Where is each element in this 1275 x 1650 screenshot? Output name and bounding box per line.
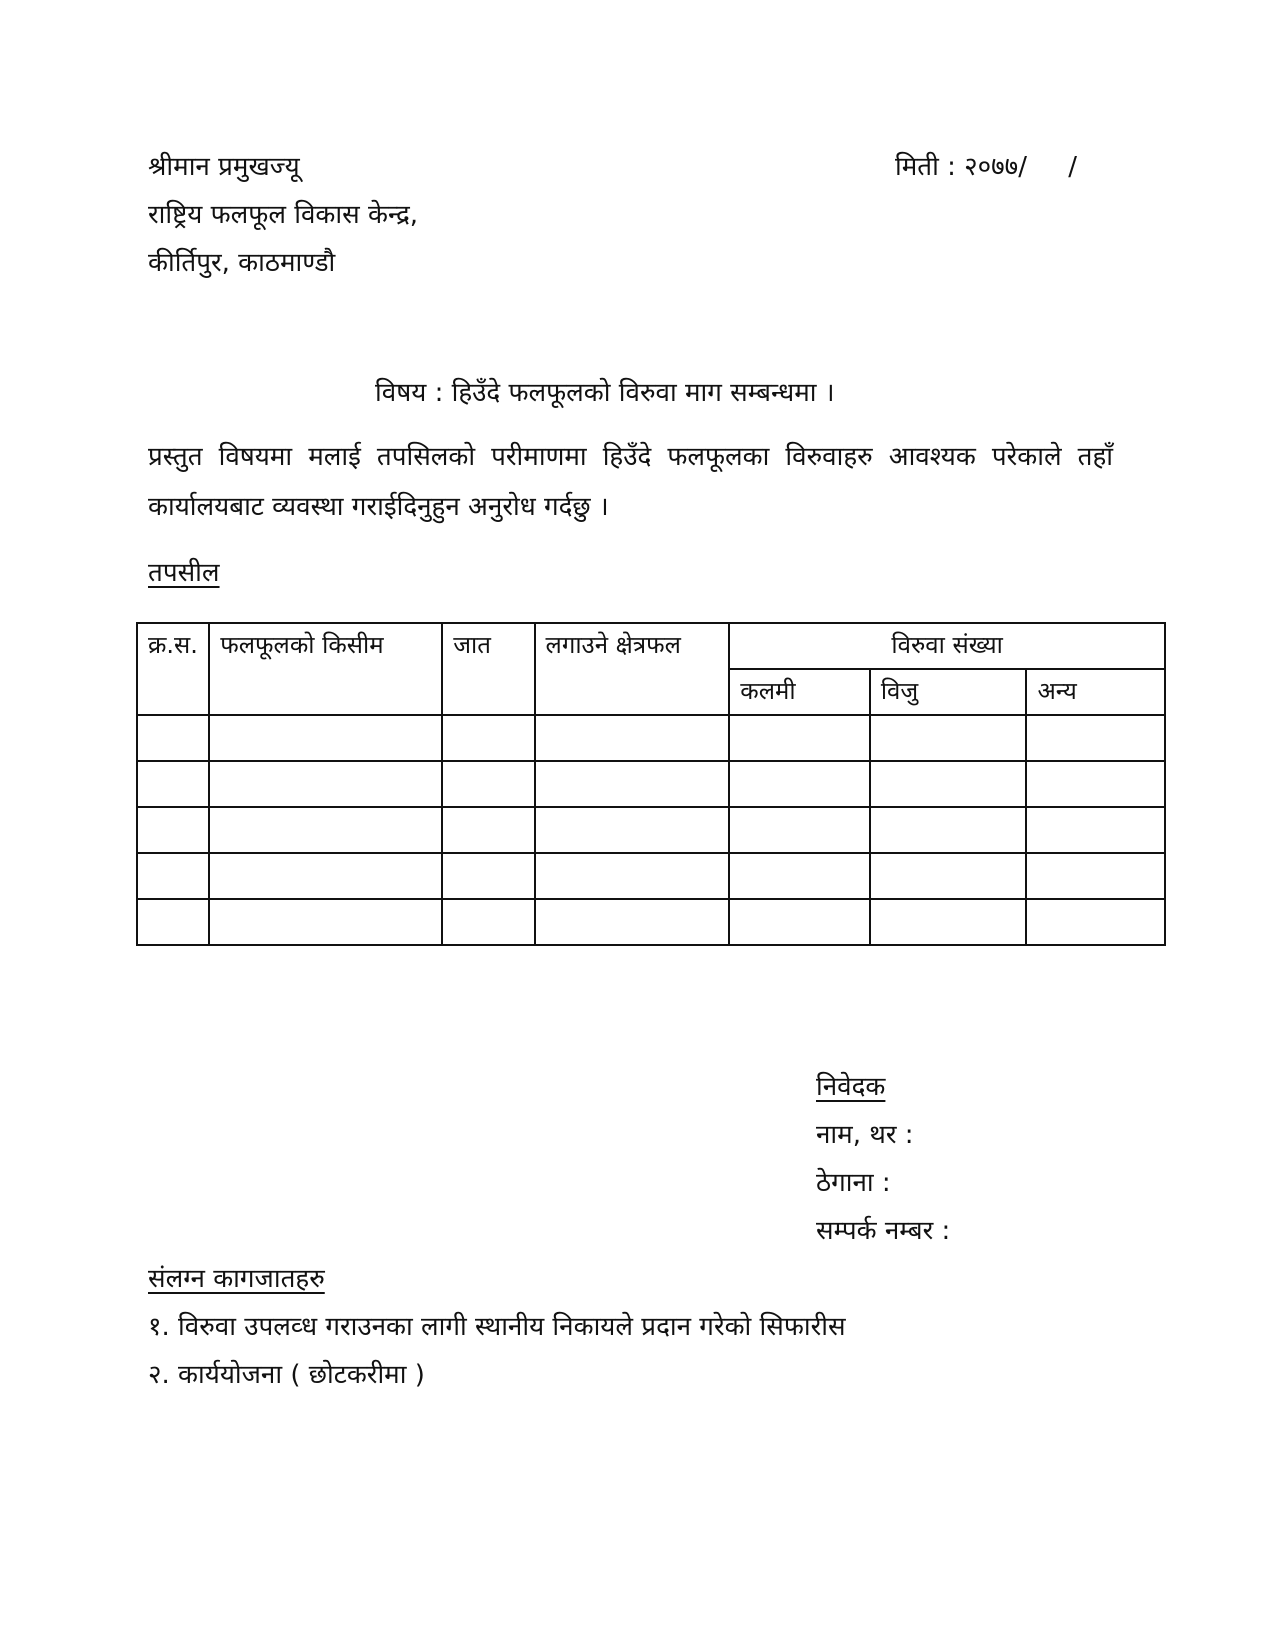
header-variety: जात <box>442 623 534 715</box>
table-cell[interactable] <box>729 807 870 853</box>
table-row <box>137 715 1165 761</box>
table-row <box>137 761 1165 807</box>
table-cell[interactable] <box>729 761 870 807</box>
table-cell[interactable] <box>1026 853 1165 899</box>
table-cell[interactable] <box>442 899 534 945</box>
applicant-name-field: नाम, थर : <box>816 1120 914 1150</box>
header-planting-area: लगाउने क्षेत्रफल <box>535 623 730 715</box>
table-cell[interactable] <box>1026 715 1165 761</box>
table-cell[interactable] <box>209 899 442 945</box>
attachment-item-1: १. विरुवा उपलव्ध गराउनका लागी स्थानीय निकायले प्रदान गरेको सिफारीस <box>148 1312 846 1342</box>
table-cell[interactable] <box>535 761 730 807</box>
table-cell[interactable] <box>137 899 209 945</box>
table-cell[interactable] <box>729 853 870 899</box>
header-serial-number: क्र.स. <box>137 623 209 715</box>
table-cell[interactable] <box>729 899 870 945</box>
table-cell[interactable] <box>870 899 1027 945</box>
table-cell[interactable] <box>209 761 442 807</box>
attachment-item-2: २. कार्ययोजना ( छोटकरीमा ) <box>148 1360 425 1390</box>
header-seedling-count: विरुवा संख्या <box>729 623 1165 669</box>
table-cell[interactable] <box>1026 761 1165 807</box>
table-cell[interactable] <box>535 715 730 761</box>
addressee-line-1: श्रीमान प्रमुखज्यू <box>148 152 300 182</box>
seedling-request-table <box>136 622 1166 946</box>
table-cell[interactable] <box>442 853 534 899</box>
schedule-heading: तपसील <box>148 558 220 588</box>
table-cell[interactable] <box>137 853 209 899</box>
table-cell[interactable] <box>209 807 442 853</box>
table-cell[interactable] <box>209 853 442 899</box>
table-row <box>137 853 1165 899</box>
table-cell[interactable] <box>535 853 730 899</box>
table-cell[interactable] <box>870 853 1027 899</box>
table-cell[interactable] <box>137 807 209 853</box>
header-seed: विजु <box>870 669 1027 715</box>
addressee-line-3: कीर्तिपुर, काठमाण्डौ <box>148 248 336 278</box>
applicant-heading: निवेदक <box>816 1072 886 1102</box>
table-cell[interactable] <box>535 807 730 853</box>
subject-line: विषय : हिउँदे फलफूलको विरुवा माग सम्बन्धमा । <box>375 378 835 408</box>
table-cell[interactable] <box>535 899 730 945</box>
body-paragraph: प्रस्तुत विषयमा मलाई तपसिलको परीमाणमा हिउँदे फलफूलका विरुवाहरु आवश्यक परेकाले तहाँ कार्यालयबाट व्यवस्था गराईदिनुहुन अनुरोध गर्दछु । <box>148 442 1113 522</box>
table-cell[interactable] <box>442 807 534 853</box>
table-cell[interactable] <box>442 715 534 761</box>
table-cell[interactable] <box>209 715 442 761</box>
table-row <box>137 807 1165 853</box>
table-cell[interactable] <box>870 807 1027 853</box>
table-cell[interactable] <box>870 761 1027 807</box>
date-field: मिती : २०७७/ / <box>895 152 1078 182</box>
applicant-address-field: ठेगाना : <box>816 1168 891 1198</box>
table-cell[interactable] <box>870 715 1027 761</box>
table-cell[interactable] <box>137 715 209 761</box>
attachments-heading: संलग्न कागजातहरु <box>148 1264 325 1294</box>
applicant-contact-field: सम्पर्क नम्बर : <box>816 1216 951 1246</box>
table-cell[interactable] <box>1026 807 1165 853</box>
header-other: अन्य <box>1026 669 1165 715</box>
table-cell[interactable] <box>729 715 870 761</box>
table-cell[interactable] <box>442 761 534 807</box>
table-row <box>137 899 1165 945</box>
table-cell[interactable] <box>137 761 209 807</box>
header-fruit-type: फलफूलको किसीम <box>209 623 442 715</box>
table-cell[interactable] <box>1026 899 1165 945</box>
header-grafted: कलमी <box>729 669 870 715</box>
addressee-line-2: राष्ट्रिय फलफूल विकास केन्द्र, <box>148 200 419 230</box>
